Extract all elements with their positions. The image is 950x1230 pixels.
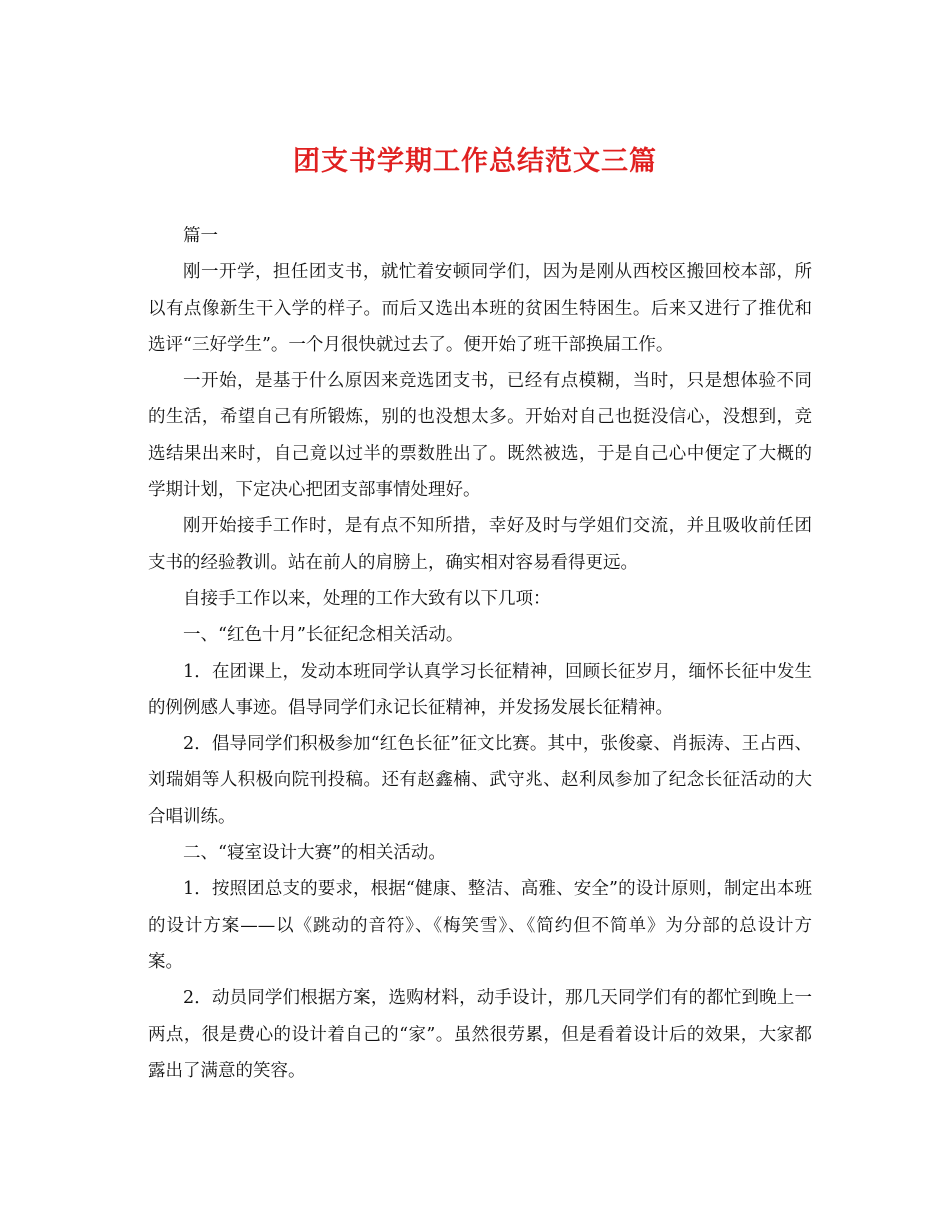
paragraph: 自接手工作以来，处理的工作大致有以下几项：: [183, 588, 551, 609]
paragraph: 刚开始接手工作时，是有点不知所措，幸好及时与学姐们交流，并且吸收前任团支书的经验教训。站在前人的肩膀上，确实相对容易看得更远。: [148, 516, 812, 573]
paragraph: 一开始，是基于什么原因来竞选团支书，已经有点模糊，当时，只是想体验不同的生活，希望自己有所锻炼，别的也没想太多。开始对自己也挺没信心，没想到，竞选结果出来时，自己竟以过半的票数胜出了。既然被选，于是自己心中便定了大概的学期计划，下定决心把团支部事情处理好。: [148, 371, 812, 501]
list-item: 2．动员同学们根据方案，选购材料，动手设计，那几天同学们有的都忙到晚上一两点，很是费心的设计着自己的“家”。虽然很劳累，但是看着设计后的效果，大家都露出了满意的笑容。: [148, 988, 812, 1081]
section-heading-part-one: 篇一: [183, 226, 218, 246]
list-heading: 一、“红色十月”长征纪念相关活动。: [183, 625, 464, 646]
document-body: [148, 218, 812, 1089]
list-heading: 二、“寝室设计大赛”的相关活动。: [183, 843, 446, 864]
document-title: 团支书学期工作总结范文三篇: [293, 146, 657, 177]
list-item: 2．倡导同学们积极参加“红色长征”征文比赛。其中，张俊豪、肖振涛、王占西、刘瑞娟等人积极向院刊投稿。还有赵鑫楠、武守兆、赵利凤参加了纪念长征活动的大合唱训练。: [148, 734, 812, 827]
list-item: 1．在团课上，发动本班同学认真学习长征精神，回顾长征岁月，缅怀长征中发生的例例感人事迹。倡导同学们永记长征精神，并发扬发展长征精神。: [148, 661, 812, 718]
paragraph: 刚一开学，担任团支书，就忙着安顿同学们，因为是刚从西校区搬回校本部，所以有点像新生干入学的样子。而后又选出本班的贫困生特困生。后来又进行了推优和选评“三好学生”。一个月很快就过去了。便开始了班干部换届工作。: [148, 262, 812, 355]
list-item: 1．按照团总支的要求，根据“健康、整洁、高雅、安全”的设计原则，制定出本班的设计方案——以《跳动的音符》、《梅笑雪》、《简约但不简单》为分部的总设计方案。: [148, 879, 812, 972]
